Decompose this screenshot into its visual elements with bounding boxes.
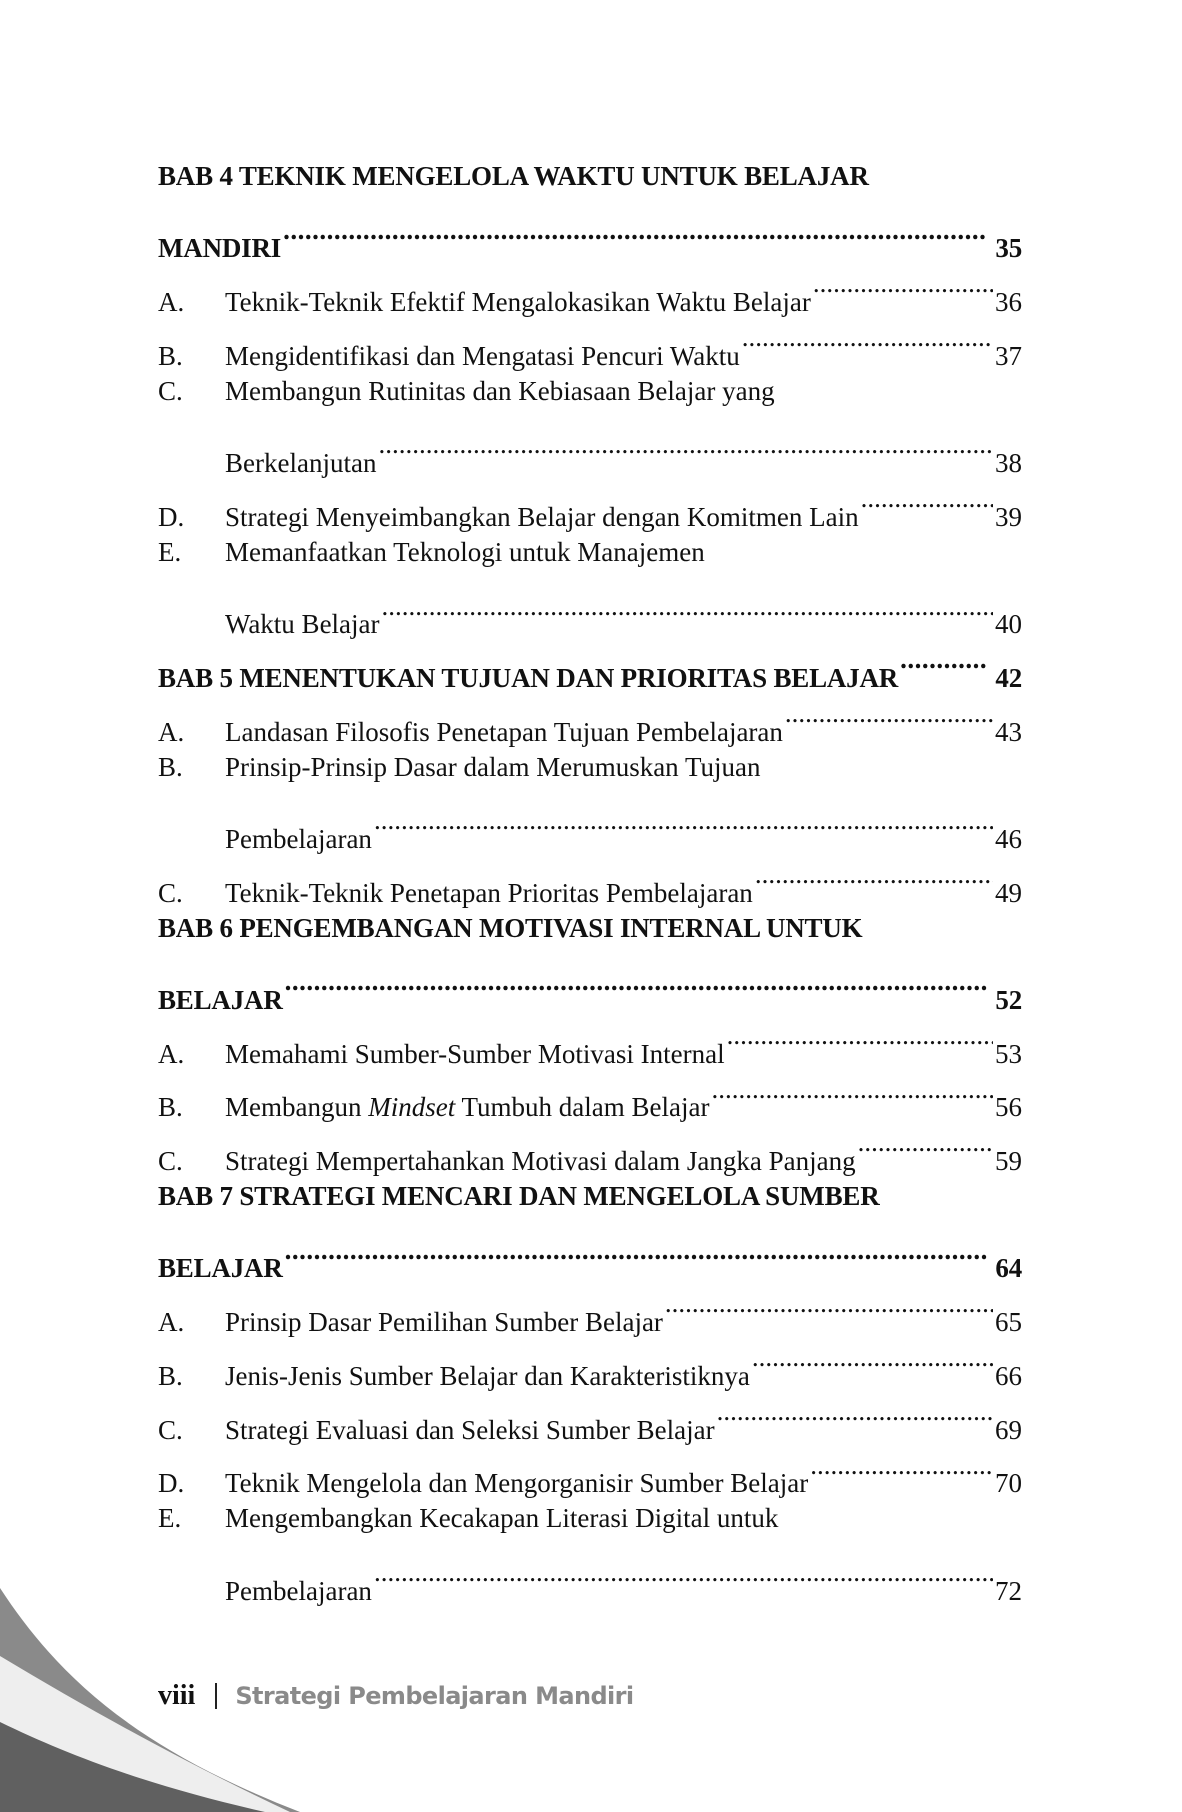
chapter-title: BELAJAR [158,1253,283,1284]
section-title: Berkelanjutan [225,448,377,479]
page-number-ref: 52 [995,985,1022,1015]
section-title: Mengidentifikasi dan Mengatasi Pencuri Waktu [225,340,740,371]
dot-leader [711,1063,993,1117]
section-title: Teknik-Teknik Penetapan Prioritas Pembelajaran [225,877,753,908]
chapter-title: BELAJAR [158,985,283,1015]
section-letter: A. [158,716,185,747]
toc-chapter-entry[interactable] [158,1170,1022,1224]
section-letter: C. [158,375,183,406]
page-footer [158,1678,634,1714]
dot-leader [755,848,993,902]
page-number-ref: 53 [995,1038,1022,1069]
dot-leader [382,580,993,634]
toc-chapter-entry[interactable] [158,1224,1022,1284]
section-title: Jenis-Jenis Sumber Belajar dan Karakteristiknya [225,1360,750,1391]
chapter-title: MANDIRI [158,233,282,264]
section-letter: D. [158,501,185,532]
toc-chapter-entry[interactable] [158,150,1022,204]
section-title: Memahami Sumber-Sumber Motivasi Internal [225,1038,725,1069]
dot-leader [378,418,993,472]
dot-leader [374,794,993,848]
chapter-title: BAB 7 STRATEGI MENCARI DAN MENGELOLA SUMBER [158,1181,880,1212]
page-number-ref: 43 [995,716,1022,747]
section-letter: A. [158,287,185,318]
page-number-ref: 65 [995,1307,1022,1338]
section-letter: C. [158,877,183,908]
dot-leader [752,1331,993,1385]
page-number-ref: 72 [995,1575,1022,1606]
dot-leader [785,687,993,741]
dot-leader [727,1009,993,1063]
toc-section-entry[interactable] [158,580,1022,640]
section-letter: E. [158,1503,182,1534]
toc-chapter-entry[interactable] [158,955,1022,1015]
table-of-contents [158,150,1022,1606]
section-title: Strategi Mempertahankan Motivasi dalam Jangka Panjang [225,1146,856,1177]
toc-section-entry[interactable] [158,1492,1022,1546]
section-letter: E. [158,536,182,567]
toc-chapter-entry[interactable] [158,204,1022,264]
section-letter: B. [158,751,183,782]
section-letter: A. [158,1307,185,1338]
page-number-ref: 49 [995,877,1022,908]
toc-section-entry[interactable] [158,741,1022,795]
dot-leader [665,1277,993,1331]
dot-leader [813,257,993,311]
page-number-ref: 59 [995,1146,1022,1177]
dot-leader [374,1546,993,1600]
page-number-ref: 38 [995,448,1022,479]
section-letter: A. [158,1038,185,1069]
page-number-ref: 70 [995,1468,1022,1499]
page-number-ref: 40 [995,609,1022,640]
dot-leader [861,472,993,526]
section-title: Membangun Rutinitas dan Kebiasaan Belajar yang [225,375,775,406]
section-title: Teknik-Teknik Efektif Mengalokasikan Waktu Belajar [225,287,811,318]
chapter-title: BAB 4 TEKNIK MENGELOLA WAKTU UNTUK BELAJAR [158,161,869,191]
page-number-ref: 35 [995,233,1022,264]
toc-section-entry[interactable] [158,1277,1022,1338]
section-title: Waktu Belajar [225,609,380,640]
toc-section-entry[interactable] [158,1009,1022,1069]
dot-leader [717,1385,993,1439]
toc-section-entry[interactable] [158,794,1022,854]
footer-separator [215,1683,217,1709]
chapter-title: BAB 6 PENGEMBANGAN MOTIVASI INTERNAL UNTUK [158,912,863,943]
section-letter: B. [158,1092,183,1123]
section-letter: B. [158,340,183,371]
section-title: Prinsip Dasar Pemilihan Sumber Belajar [225,1307,663,1338]
section-letter: B. [158,1360,183,1391]
page-number-ref: 39 [995,501,1022,532]
section-letter: C. [158,1414,183,1445]
book-title: Strategi Pembelajaran Mandiri [235,1682,634,1710]
page-number-ref: 37 [995,340,1022,371]
italic-term: Mindset [368,1092,456,1123]
section-title: Pembelajaran [225,1575,372,1606]
section-title: Membangun Mindset Tumbuh dalam Belajar [225,1092,710,1123]
section-title: Mengembangkan Kecakapan Literasi Digital untuk [225,1503,779,1534]
dot-leader [858,1116,993,1170]
page-number-ref: 46 [995,823,1022,854]
section-letter: D. [158,1468,185,1499]
page-number-ref: 36 [995,287,1022,318]
section-title: Memanfaatkan Teknologi untuk Manajemen [225,536,705,567]
toc-section-entry[interactable] [158,526,1022,580]
section-title: Teknik Mengelola dan Mengorganisir Sumber Belajar [225,1468,809,1499]
dot-leader [285,1224,988,1278]
section-title: Landasan Filosofis Penetapan Tujuan Pembelajaran [225,716,783,747]
dot-leader [283,204,987,258]
dot-leader [810,1439,993,1493]
page-number-ref: 56 [995,1092,1022,1123]
section-title: Strategi Evaluasi dan Seleksi Sumber Belajar [225,1414,715,1445]
page-number-ref: 66 [995,1360,1022,1391]
dot-leader [285,955,988,1009]
toc-section-entry[interactable] [158,257,1022,318]
section-letter: C. [158,1146,183,1177]
toc-section-entry[interactable] [158,1546,1022,1606]
page-number-ref: 42 [995,662,1022,693]
page-number: viii [158,1680,196,1711]
page-number-ref: 64 [995,1253,1022,1284]
toc-section-entry[interactable] [158,365,1022,419]
section-title: Strategi Menyeimbangkan Belajar dengan Komitmen Lain [225,501,859,532]
section-title: Prinsip-Prinsip Dasar dalam Merumuskan Tujuan [225,751,761,782]
page-number-ref: 69 [995,1414,1022,1445]
chapter-title: BAB 5 MENENTUKAN TUJUAN DAN PRIORITAS BELAJAR [158,662,899,693]
section-title: Pembelajaran [225,823,372,854]
dot-leader [900,633,987,687]
toc-section-entry[interactable] [158,418,1022,479]
toc-chapter-entry[interactable] [158,902,1022,956]
dot-leader [742,311,993,365]
